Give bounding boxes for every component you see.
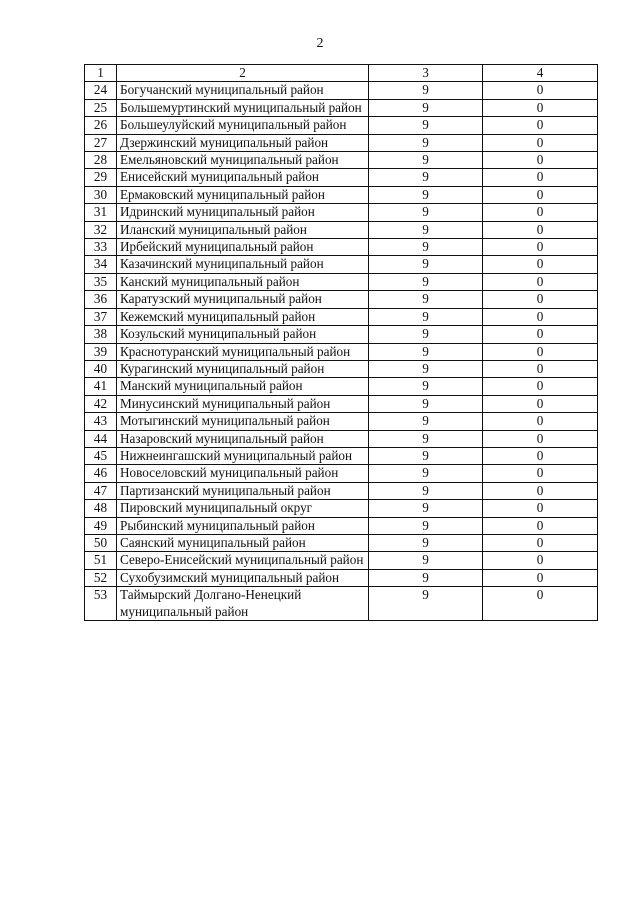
column-4-value-cell: 0	[483, 152, 598, 169]
row-number-cell: 42	[85, 395, 117, 412]
row-number-cell: 50	[85, 534, 117, 551]
column-3-value-cell: 9	[369, 134, 483, 151]
column-3-value-cell: 9	[369, 569, 483, 586]
column-4-value-cell: 0	[483, 308, 598, 325]
column-3-value-cell: 9	[369, 152, 483, 169]
table-row	[85, 569, 598, 586]
district-name-cell: Каратузский муниципальный район	[117, 291, 369, 308]
column-4-value-cell: 0	[483, 360, 598, 377]
column-3-value-cell: 9	[369, 587, 483, 621]
district-name-cell: Курагинский муниципальный район	[117, 360, 369, 377]
column-3-value-cell: 9	[369, 117, 483, 134]
district-name-cell: Пировский муниципальный округ	[117, 500, 369, 517]
district-name-cell: Мотыгинский муниципальный район	[117, 413, 369, 430]
table-row	[85, 534, 598, 551]
district-name-cell: Ирбейский муниципальный район	[117, 239, 369, 256]
district-name-cell: Сухобузимский муниципальный район	[117, 569, 369, 586]
table-row	[85, 134, 598, 151]
district-name-cell: Новоселовский муниципальный район	[117, 465, 369, 482]
page-number: 2	[316, 36, 324, 51]
column-4-value-cell: 0	[483, 569, 598, 586]
column-4-value-cell: 0	[483, 99, 598, 116]
row-number-cell: 38	[85, 326, 117, 343]
column-3-value-cell: 9	[369, 186, 483, 203]
table-row	[85, 552, 598, 569]
row-number-cell: 35	[85, 273, 117, 290]
table-row	[85, 239, 598, 256]
column-4-value-cell: 0	[483, 343, 598, 360]
table-body	[85, 82, 598, 621]
table-row	[85, 256, 598, 273]
district-name-cell: Дзержинский муниципальный район	[117, 134, 369, 151]
column-4-value-cell: 0	[483, 326, 598, 343]
row-number-cell: 45	[85, 447, 117, 464]
table-row	[85, 291, 598, 308]
column-4-value-cell: 0	[483, 465, 598, 482]
column-3-value-cell: 9	[369, 465, 483, 482]
district-name-cell: Иланский муниципальный район	[117, 221, 369, 238]
row-number-cell: 34	[85, 256, 117, 273]
district-name-cell: Рыбинский муниципальный район	[117, 517, 369, 534]
column-3-value-cell: 9	[369, 447, 483, 464]
row-number-cell: 41	[85, 378, 117, 395]
table-row	[85, 587, 598, 621]
row-number-cell: 51	[85, 552, 117, 569]
table-row	[85, 221, 598, 238]
table-row	[85, 99, 598, 116]
row-number-cell: 36	[85, 291, 117, 308]
column-3-value-cell: 9	[369, 256, 483, 273]
table-row	[85, 447, 598, 464]
table-row	[85, 186, 598, 203]
column-4-value-cell: 0	[483, 413, 598, 430]
row-number-cell: 48	[85, 500, 117, 517]
table-row	[85, 500, 598, 517]
column-4-value-cell: 0	[483, 117, 598, 134]
column-3-value-cell: 9	[369, 169, 483, 186]
district-name-cell: Нижнеингашский муниципальный район	[117, 447, 369, 464]
column-4-value-cell: 0	[483, 186, 598, 203]
column-3-value-cell: 9	[369, 482, 483, 499]
district-name-cell: Манский муниципальный район	[117, 378, 369, 395]
table-row	[85, 152, 598, 169]
row-number-cell: 40	[85, 360, 117, 377]
column-4-value-cell: 0	[483, 169, 598, 186]
row-number-cell: 46	[85, 465, 117, 482]
row-number-cell: 28	[85, 152, 117, 169]
row-number-cell: 26	[85, 117, 117, 134]
row-number-cell: 31	[85, 204, 117, 221]
column-3-value-cell: 9	[369, 291, 483, 308]
table-row	[85, 273, 598, 290]
district-name-cell: Канский муниципальный район	[117, 273, 369, 290]
column-3-value-cell: 9	[369, 308, 483, 325]
district-name-cell: Енисейский муниципальный район	[117, 169, 369, 186]
row-number-cell: 43	[85, 413, 117, 430]
column-4-value-cell: 0	[483, 256, 598, 273]
table-row	[85, 169, 598, 186]
column-3-value-cell: 9	[369, 273, 483, 290]
column-header-4: 4	[483, 65, 598, 82]
district-name-cell: Ермаковский муниципальный район	[117, 186, 369, 203]
column-4-value-cell: 0	[483, 517, 598, 534]
table-row	[85, 343, 598, 360]
district-name-cell: Идринский муниципальный район	[117, 204, 369, 221]
district-name-cell: Таймырский Долгано-Ненецкий муниципальный район	[117, 587, 369, 621]
column-4-value-cell: 0	[483, 273, 598, 290]
column-header-2: 2	[117, 65, 369, 82]
table-row	[85, 204, 598, 221]
row-number-cell: 33	[85, 239, 117, 256]
column-4-value-cell: 0	[483, 239, 598, 256]
district-name-cell: Партизанский муниципальный район	[117, 482, 369, 499]
table-header-row	[85, 65, 598, 82]
table-row	[85, 360, 598, 377]
column-header-1: 1	[85, 65, 117, 82]
row-number-cell: 24	[85, 82, 117, 99]
district-name-cell: Емельяновский муниципальный район	[117, 152, 369, 169]
table-row	[85, 430, 598, 447]
table-row	[85, 465, 598, 482]
column-4-value-cell: 0	[483, 395, 598, 412]
table-row	[85, 326, 598, 343]
district-name-cell: Назаровский муниципальный район	[117, 430, 369, 447]
column-3-value-cell: 9	[369, 239, 483, 256]
column-4-value-cell: 0	[483, 82, 598, 99]
district-name-cell: Большемуртинский муниципальный район	[117, 99, 369, 116]
column-4-value-cell: 0	[483, 482, 598, 499]
table-row	[85, 378, 598, 395]
district-name-cell: Козульский муниципальный район	[117, 326, 369, 343]
table-row	[85, 395, 598, 412]
table-row	[85, 482, 598, 499]
row-number-cell: 44	[85, 430, 117, 447]
district-name-cell: Казачинский муниципальный район	[117, 256, 369, 273]
row-number-cell: 30	[85, 186, 117, 203]
column-3-value-cell: 9	[369, 343, 483, 360]
column-3-value-cell: 9	[369, 378, 483, 395]
district-name-cell: Кежемский муниципальный район	[117, 308, 369, 325]
column-header-3: 3	[369, 65, 483, 82]
column-3-value-cell: 9	[369, 221, 483, 238]
column-3-value-cell: 9	[369, 430, 483, 447]
district-name-cell: Богучанский муниципальный район	[117, 82, 369, 99]
column-4-value-cell: 0	[483, 134, 598, 151]
column-4-value-cell: 0	[483, 552, 598, 569]
column-4-value-cell: 0	[483, 378, 598, 395]
row-number-cell: 29	[85, 169, 117, 186]
column-4-value-cell: 0	[483, 221, 598, 238]
column-4-value-cell: 0	[483, 204, 598, 221]
column-3-value-cell: 9	[369, 204, 483, 221]
row-number-cell: 25	[85, 99, 117, 116]
row-number-cell: 49	[85, 517, 117, 534]
table-row	[85, 117, 598, 134]
table-row	[85, 413, 598, 430]
row-number-cell: 52	[85, 569, 117, 586]
column-4-value-cell: 0	[483, 430, 598, 447]
district-name-cell: Саянский муниципальный район	[117, 534, 369, 551]
row-number-cell: 39	[85, 343, 117, 360]
row-number-cell: 32	[85, 221, 117, 238]
row-number-cell: 27	[85, 134, 117, 151]
column-3-value-cell: 9	[369, 326, 483, 343]
district-name-cell: Минусинский муниципальный район	[117, 395, 369, 412]
column-3-value-cell: 9	[369, 552, 483, 569]
data-table	[84, 64, 598, 621]
district-name-cell: Большеулуйский муниципальный район	[117, 117, 369, 134]
row-number-cell: 47	[85, 482, 117, 499]
column-4-value-cell: 0	[483, 447, 598, 464]
column-3-value-cell: 9	[369, 360, 483, 377]
district-name-cell: Краснотуранский муниципальный район	[117, 343, 369, 360]
row-number-cell: 53	[85, 587, 117, 621]
column-3-value-cell: 9	[369, 500, 483, 517]
column-4-value-cell: 0	[483, 587, 598, 621]
column-3-value-cell: 9	[369, 413, 483, 430]
column-3-value-cell: 9	[369, 99, 483, 116]
column-3-value-cell: 9	[369, 82, 483, 99]
column-3-value-cell: 9	[369, 395, 483, 412]
table-row	[85, 308, 598, 325]
column-4-value-cell: 0	[483, 291, 598, 308]
column-4-value-cell: 0	[483, 500, 598, 517]
row-number-cell: 37	[85, 308, 117, 325]
column-3-value-cell: 9	[369, 534, 483, 551]
table-row	[85, 82, 598, 99]
table-row	[85, 517, 598, 534]
column-4-value-cell: 0	[483, 534, 598, 551]
district-name-cell: Северо-Енисейский муниципальный район	[117, 552, 369, 569]
column-3-value-cell: 9	[369, 517, 483, 534]
